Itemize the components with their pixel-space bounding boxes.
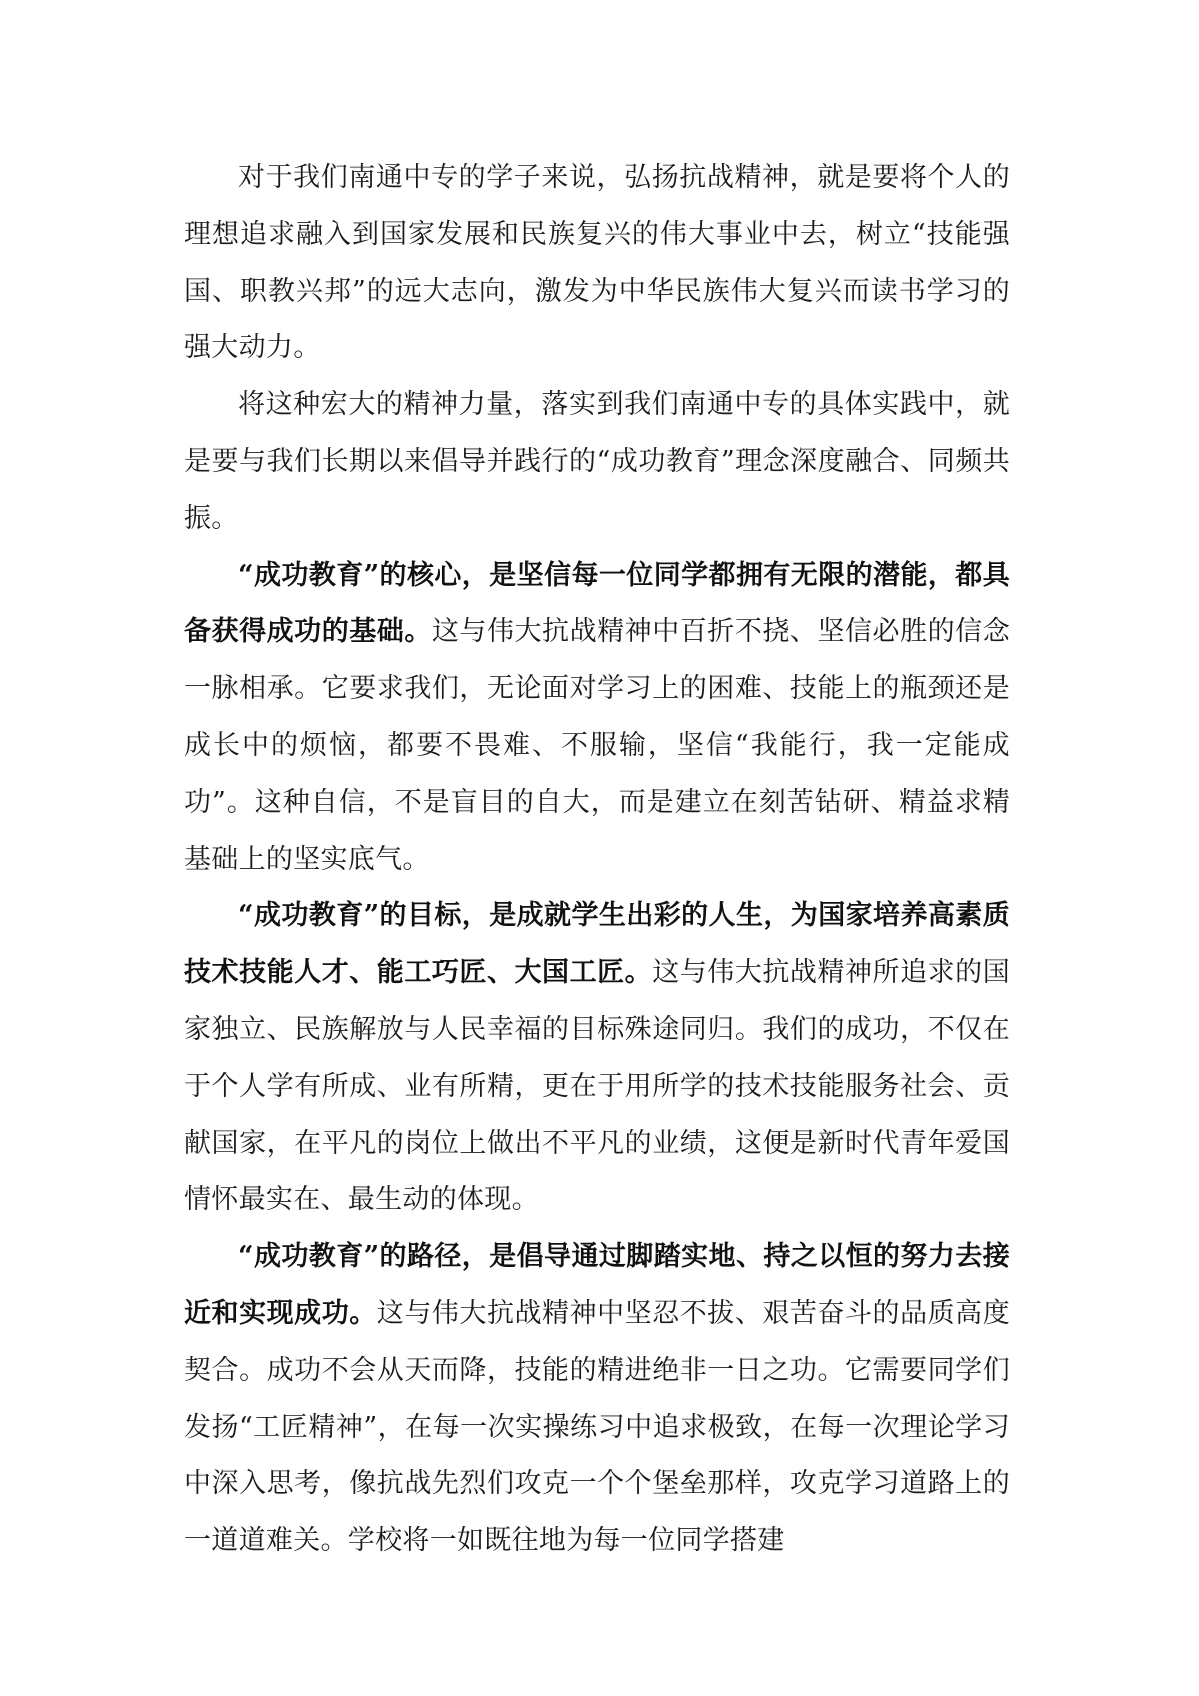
paragraph-3: [184, 548, 1010, 889]
paragraph-4-lead: “成功教育”的目标，是成就学生出彩的人生，为国家培养高素质技术技能人才、能工巧匠、大国工匠。: [184, 900, 1010, 989]
paragraph-2-text: 将这种宏大的精神力量，落实到我们南通中专的具体实践中，就是要与我们长期以来倡导并践行的“成功教育”理念深度融合、同频共振。: [184, 389, 1010, 534]
paragraph-5-lead: “成功教育”的路径，是倡导通过脚踏实地、持之以恒的努力去接近和实现成功。: [184, 1241, 1010, 1329]
paragraph-2: [184, 377, 1010, 547]
paragraph-1-text: 对于我们南通中专的学子来说，弘扬抗战精神，就是要将个人的理想追求融入到国家发展和民族复兴的伟大事业中去，树立“技能强国、职教兴邦”的远大志向，激发为中华民族伟大复兴而读书学习的强大动力。: [184, 162, 1010, 364]
paragraph-3-text: 这与伟大抗战精神中百折不挠、坚信必胜的信念一脉相承。它要求我们，无论面对学习上的困难、技能上的瓶颈还是成长中的烦恼，都要不畏难、不服输，坚信“我能行，我一定能成功”。这种自信，不是盲目的自大，而是建立在刻苦钻研、精益求精基础上的坚实底气。: [184, 616, 1010, 875]
paragraph-3-lead: “成功教育”的核心，是坚信每一位同学都拥有无限的潜能，都具备获得成功的基础。: [184, 559, 1010, 648]
paragraph-4: [184, 888, 1010, 1229]
paragraph-5-text: 这与伟大抗战精神中坚忍不拔、艰苦奋斗的品质高度契合。成功不会从天而降，技能的精进绝非一日之功。它需要同学们发扬“工匠精神”，在每一次实操练习中追求极致，在每一次理论学习中深入思考，像抗战先烈们攻克一个个堡垒那样，攻克学习道路上的一道道难关。学校将一如既往地为每一位同学搭建: [184, 1297, 1010, 1557]
paragraph-1: [184, 150, 1010, 377]
paragraph-4-text: 这与伟大抗战精神所追求的国家独立、民族解放与人民幸福的目标殊途同归。我们的成功，不仅在于个人学有所成、业有所精，更在于用所学的技术技能服务社会、贡献国家，在平凡的岗位上做出不平凡的业绩，这便是新时代青年爱国情怀最实在、最生动的体现。: [184, 957, 1010, 1216]
paragraph-5: [184, 1229, 1010, 1570]
document-body: [184, 150, 1010, 1570]
